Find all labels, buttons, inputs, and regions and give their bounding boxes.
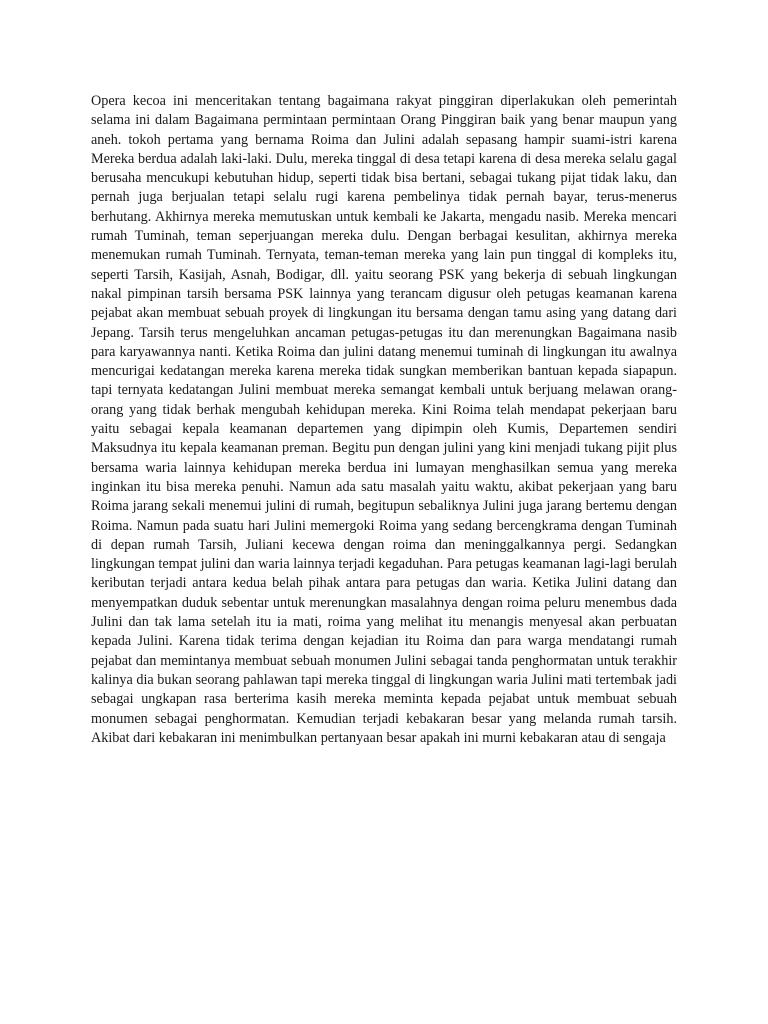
body-paragraph: Opera kecoa ini menceritakan tentang bagaimana rakyat pinggiran diperlakukan oleh pemerintah selama ini dalam Bagaimana permintaan permintaan Orang Pinggiran baik yang benar maupun yang aneh. tokoh pertama yang bernama Roima dan Julini adalah sepasang hampir suami-istri karena Mereka berdua adalah laki-laki. Dulu, mereka tinggal di desa tetapi karena di desa mereka selalu gagal berusaha mencukupi kebutuhan hidup, seperti tidak bisa bertani, sebagai tukang pijat tidak laku, dan pernah juga berjualan tetapi selalu rugi karena pembelinya tidak pernah bayar, terus-menerus berhutang. Akhirnya mereka memutuskan untuk kembali ke Jakarta, mengadu nasib. Mereka mencari rumah Tuminah, teman seperjuangan mereka dulu. Dengan berbagai kesulitan, akhirnya mereka menemukan rumah Tuminah. Ternyata, teman-teman mereka yang lain pun tinggal di kompleks itu, seperti Tarsih, Kasijah, Asnah, Bodigar, dll. yaitu seorang PSK yang bekerja di sebuah lingkungan nakal pimpinan tarsih bersama PSK lainnya yang terancam digusur oleh petugas keamanan karena pejabat akan membuat sebuah proyek di lingkungan itu bersama dengan tamu asing yang datang dari Jepang. Tarsih terus mengeluhkan ancaman petugas-petugas itu dan merenungkan Bagaimana nasib para karyawannya nanti. Ketika Roima dan julini datang menemui tuminah di lingkungan itu awalnya mencurigai kedatangan mereka karena mereka tidak sungkan memberikan bantuan kepada siapapun. tapi ternyata kedatangan Julini membuat mereka semangat kembali untuk berjuang melawan orang-orang yang tidak berhak mengubah kehidupan mereka. Kini Roima telah mendapat pekerjaan baru yaitu sebagai kepala keamanan departemen yang dipimpin oleh Kumis, Departemen sendiri Maksudnya itu kepala keamanan preman. Begitu pun dengan julini yang kini menjadi tukang pijit plus bersama waria lainnya kehidupan mereka berdua ini lumayan menghasilkan semua yang mereka inginkan itu bisa mereka penuhi. Namun ada satu masalah yaitu waktu, akibat pekerjaan yang baru Roima jarang sekali menemui julini di rumah, begitupun sebaliknya Julini juga jarang bertemu dengan Roima. Namun pada suatu hari Julini memergoki Roima yang sedang bercengkrama dengan Tuminah di depan rumah Tarsih, Juliani kecewa dengan roima dan meninggalkannya pergi. Sedangkan lingkungan tempat julini dan waria lainnya terjadi kegaduhan. Para petugas keamanan lagi-lagi berulah keributan terjadi antara kedua belah pihak antara para petugas dan waria. Ketika Julini datang dan menyempatkan duduk sebentar untuk merenungkan masalahnya dengan roima peluru menembus dada Julini dan tak lama setelah itu ia mati, roima yang melihat itu menangis menyesal akan perbuatan kepada Julini. Karena tidak terima dengan kejadian itu Roima dan para warga mendatangi rumah pejabat dan memintanya membuat sebuah monumen Julini sebagai tanda penghormatan untuk terakhir kalinya dia bukan seorang pahlawan tapi mereka tinggal di lingkungan waria Julini mati tertembak jadi sebagai ungkapan rasa berterima kasih mereka meminta kepada pejabat untuk membuat sebuah monumen sebagai penghormatan. Kemudian terjadi kebakaran besar yang melanda rumah tarsih. Akibat dari kebakaran ini menimbulkan pertanyaan besar apakah ini murni kebakaran atau di sengaja bbox=[91, 93, 677, 746]
